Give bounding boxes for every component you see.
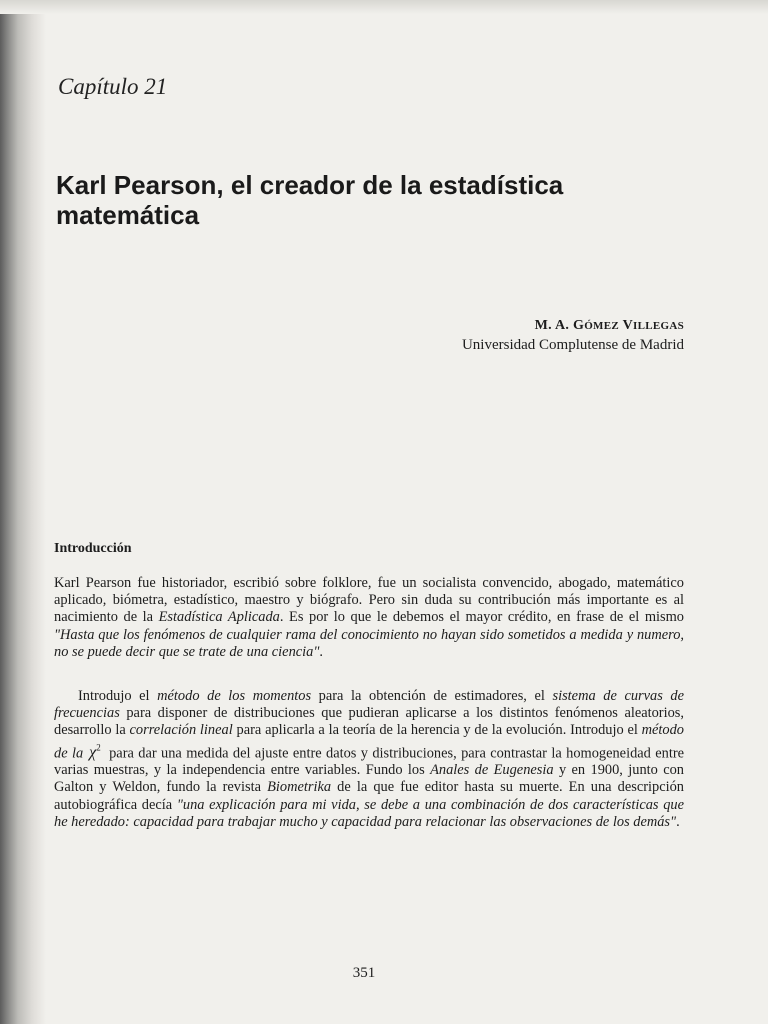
p1-text-2: . Es por lo que le debemos el mayor crédito, en frase de el mismo: [279, 609, 684, 626]
book-spine-shadow: [0, 0, 46, 1024]
p1-text-3: .: [319, 643, 323, 660]
paragraph-2: [54, 688, 684, 831]
page-top-shadow: [0, 0, 768, 14]
author-initials: M. A. G: [534, 318, 585, 333]
chapter-title: Karl Pearson, el creador de la estadística matemática: [56, 170, 564, 230]
p2-text-2: para la obtención de estimadores, el: [311, 688, 553, 704]
p2-quote: "una explicación para mi vida, se debe a una combinación de dos características que he heredado: capacidad para trabajar mucho y capacidad para relacionar las observaciones de los demás": [54, 796, 684, 830]
p2-text-7: de la que fue editor hasta su muerte. En una descripción autobiográfica decía: [54, 779, 684, 813]
p2-text-8: .: [676, 813, 680, 830]
author-surname-2-smallcaps: ILLEGAS: [632, 320, 684, 332]
p2-italic-2: sistema de curvas de frecuencias: [54, 688, 684, 722]
author-name: [535, 318, 684, 334]
chi-exponent: 2: [96, 742, 101, 753]
chi-square-symbol: [83, 744, 105, 761]
p2-italic-6: Biometrika: [267, 779, 332, 796]
p2-italic-3: correlación lineal: [129, 722, 233, 739]
p2-text-3: para disponer de distribuciones que pudieran aplicarse a los distintos fenómenos aleatorios, desarrollo la: [54, 705, 684, 739]
p1-text-1: Karl Pearson fue historiador, escribió sobre folklore, fue un socialista convencido, abogado, matemático aplicado, biómetra, estadístico, maestro y biógrafo. Pero sin duda su contribución más importante es al nacimiento de la: [54, 575, 684, 626]
chi-letter: χ: [89, 743, 97, 761]
p2-text-4: para aplicarla a la teoría de la herencia y de la evolución. Introdujo el: [232, 722, 642, 739]
p2-italic-1: método de los momentos: [157, 688, 312, 704]
p2-italic-4: método de la: [54, 722, 685, 761]
page-number: 351: [352, 965, 376, 981]
p2-text-5: para dar una medida del ajuste entre datos y distribuciones, para contrastar la homogeneidad entre varias muestras, y la independencia entre variables. Fundo los: [54, 744, 684, 779]
paragraph-1: [54, 575, 684, 661]
p2-text-6: y en 1900, junto con Galton y Weldon, fundo la revista: [54, 762, 684, 796]
p1-quote: "Hasta que los fenómenos de cualquier rama del conocimiento no hayan sido sometidos a medida y numero, no se puede decir que se trate de una ciencia": [54, 626, 684, 660]
author-surname-1-smallcaps: ÓMEZ: [584, 320, 620, 332]
chapter-label: Capítulo 21: [58, 74, 168, 99]
author-affiliation: Universidad Complutense de Madrid: [461, 337, 684, 353]
p1-italic-1: Estadística Aplicada: [158, 609, 280, 626]
author-surname-2-initial: V: [619, 318, 633, 333]
p2-italic-5: Anales de Eugenesia: [430, 762, 554, 779]
section-heading: Introducción: [54, 541, 132, 556]
p2-text-1: Introdujo el: [78, 688, 158, 704]
